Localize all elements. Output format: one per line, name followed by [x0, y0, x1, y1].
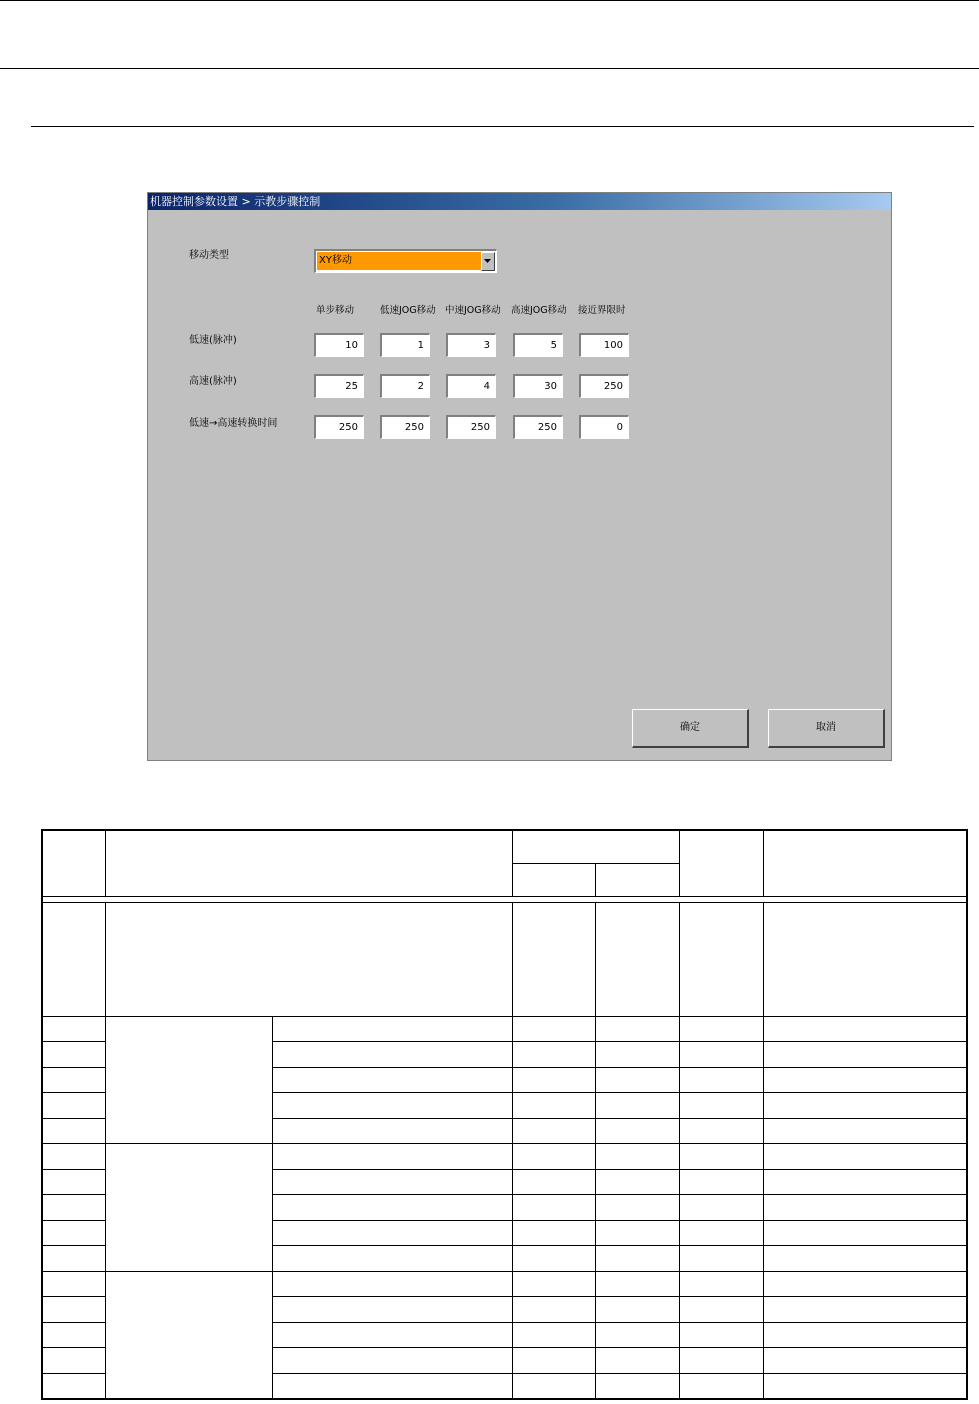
table-header-cell [679, 830, 763, 896]
dialog-title: 机器控制参数设置 > 示教步骤控制 [148, 193, 891, 210]
col-header-low-jog: 低速JOG移动 [380, 305, 436, 316]
low-speed-near-limit-field[interactable]: 100 [579, 333, 629, 357]
table-cell [42, 1246, 105, 1272]
teach-step-control-dialog [147, 192, 892, 761]
table-row [42, 902, 967, 1016]
table-cell [763, 1042, 967, 1068]
table-cell [763, 1348, 967, 1374]
table-cell [272, 1297, 512, 1323]
table-cell [595, 1297, 679, 1323]
table-cell [272, 1144, 512, 1170]
table-cell [42, 1042, 105, 1068]
table-cell [272, 1348, 512, 1374]
table-cell [42, 1322, 105, 1348]
table-cell [512, 1118, 595, 1144]
table-cell [595, 1042, 679, 1068]
transition-mid-jog-field[interactable]: 250 [446, 415, 496, 439]
transition-high-jog-field[interactable]: 250 [513, 415, 563, 439]
table-header-cell [512, 830, 679, 863]
table-cell [105, 1144, 272, 1272]
table-row [42, 1271, 967, 1297]
table-cell [595, 1093, 679, 1119]
row-label-low-speed: 低速(脉冲) [189, 335, 237, 346]
table-cell [595, 1322, 679, 1348]
table-cell [105, 1271, 272, 1399]
high-speed-near-limit-field[interactable]: 250 [579, 374, 629, 398]
low-speed-mid-jog-field[interactable]: 3 [446, 333, 496, 357]
table-header-row [42, 830, 967, 863]
table-cell [595, 1195, 679, 1221]
table-cell [512, 1297, 595, 1323]
table-cell [105, 902, 512, 1016]
table-cell [42, 1373, 105, 1399]
table-cell [42, 1016, 105, 1042]
table-cell [679, 902, 763, 1016]
table-cell [42, 1093, 105, 1119]
table-cell [512, 1067, 595, 1093]
cancel-button[interactable]: 取消 [768, 709, 885, 748]
table-cell [512, 1195, 595, 1221]
table-cell [272, 1271, 512, 1297]
table-cell [595, 1067, 679, 1093]
table-cell [272, 1067, 512, 1093]
table-cell [272, 1042, 512, 1068]
move-type-value: XY移动 [317, 252, 481, 270]
table-cell [512, 1220, 595, 1246]
table-cell [595, 1220, 679, 1246]
row-label-high-speed: 高速(脉冲) [189, 376, 237, 387]
table-cell [105, 1016, 272, 1144]
table-cell [272, 1373, 512, 1399]
table-cell [512, 1042, 595, 1068]
section-rule [31, 126, 974, 127]
table-cell [763, 1195, 967, 1221]
col-header-single-step: 单步移动 [316, 305, 355, 316]
table-cell [595, 1169, 679, 1195]
table-cell [679, 1246, 763, 1272]
high-speed-mid-jog-field[interactable]: 4 [446, 374, 496, 398]
table-cell [42, 1169, 105, 1195]
table-cell [763, 1144, 967, 1170]
table-cell [512, 1322, 595, 1348]
table-cell [272, 1016, 512, 1042]
table-cell [679, 1195, 763, 1221]
table-row [42, 1144, 967, 1170]
parameter-table [41, 829, 968, 1400]
table-cell [272, 1118, 512, 1144]
move-type-select[interactable] [314, 249, 497, 273]
table-cell [595, 1246, 679, 1272]
table-cell [512, 1169, 595, 1195]
low-speed-single-step-field[interactable]: 10 [314, 333, 364, 357]
table-cell [595, 1348, 679, 1374]
table-cell [595, 1144, 679, 1170]
table-cell [679, 1169, 763, 1195]
table-cell [763, 1220, 967, 1246]
ok-button[interactable]: 确定 [632, 709, 749, 748]
table-cell [763, 1297, 967, 1323]
table-cell [272, 1093, 512, 1119]
table-cell [272, 1220, 512, 1246]
table-cell [42, 1297, 105, 1323]
low-speed-low-jog-field[interactable]: 1 [380, 333, 430, 357]
table-cell [595, 902, 679, 1016]
table-header-cell [105, 830, 512, 896]
table-cell [679, 1348, 763, 1374]
high-speed-low-jog-field[interactable]: 2 [380, 374, 430, 398]
transition-single-step-field[interactable]: 250 [314, 415, 364, 439]
table-cell [679, 1220, 763, 1246]
table-cell [272, 1169, 512, 1195]
table-cell [512, 1271, 595, 1297]
table-cell [512, 1144, 595, 1170]
high-speed-high-jog-field[interactable]: 30 [513, 374, 563, 398]
table-cell [679, 1118, 763, 1144]
table-cell [595, 1016, 679, 1042]
table-cell [763, 1271, 967, 1297]
col-header-near-limit: 接近界限时 [578, 305, 626, 316]
table-cell [763, 902, 967, 1016]
table-cell [763, 1016, 967, 1042]
table-cell [679, 1016, 763, 1042]
table-cell [679, 1067, 763, 1093]
table-cell [272, 1195, 512, 1221]
col-header-high-jog: 高速JOG移动 [511, 305, 567, 316]
transition-low-jog-field[interactable]: 250 [380, 415, 430, 439]
high-speed-single-step-field[interactable]: 25 [314, 374, 364, 398]
table-cell [42, 1195, 105, 1221]
table-cell [512, 1093, 595, 1119]
col-header-mid-jog: 中速JOG移动 [445, 305, 501, 316]
chevron-down-icon [484, 259, 492, 264]
table-cell [763, 1322, 967, 1348]
table-cell [42, 902, 105, 1016]
table-cell [595, 1373, 679, 1399]
table-cell [679, 1144, 763, 1170]
table-cell [42, 1118, 105, 1144]
dropdown-button[interactable] [481, 252, 495, 271]
table-cell [595, 1271, 679, 1297]
table-cell [679, 1093, 763, 1119]
table-cell [763, 1118, 967, 1144]
table-cell [512, 1373, 595, 1399]
table-row [42, 1016, 967, 1042]
table-cell [679, 1042, 763, 1068]
move-type-label: 移动类型 [189, 250, 229, 261]
table-cell [512, 902, 595, 1016]
table-cell [42, 1271, 105, 1297]
table-cell [42, 1144, 105, 1170]
table-cell [512, 1246, 595, 1272]
table-cell [763, 1169, 967, 1195]
table-cell [679, 1373, 763, 1399]
table-header-cell [763, 830, 967, 896]
table-cell [42, 1067, 105, 1093]
table-cell [763, 1246, 967, 1272]
table-cell [272, 1322, 512, 1348]
top-rule [0, 0, 979, 1]
header-rule [0, 68, 979, 69]
table-cell [679, 1271, 763, 1297]
table-cell [763, 1067, 967, 1093]
table-cell [272, 1246, 512, 1272]
table-cell [679, 1297, 763, 1323]
table-header-cell [42, 830, 105, 896]
transition-near-limit-field[interactable]: 0 [579, 415, 629, 439]
row-label-transition-time: 低速→高速转换时间 [189, 418, 278, 429]
table-header-cell [512, 863, 595, 896]
table-cell [512, 1348, 595, 1374]
low-speed-high-jog-field[interactable]: 5 [513, 333, 563, 357]
table-header-cell [595, 863, 679, 896]
table-cell [679, 1322, 763, 1348]
table-cell [42, 1348, 105, 1374]
table-cell [763, 1373, 967, 1399]
table-cell [595, 1118, 679, 1144]
table-cell [42, 1220, 105, 1246]
table-cell [512, 1016, 595, 1042]
table-cell [763, 1093, 967, 1119]
